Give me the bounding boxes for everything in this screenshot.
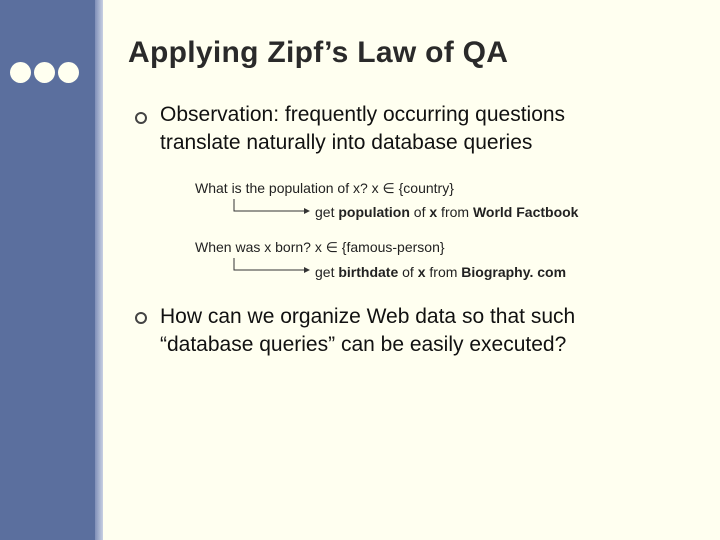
decorative-dots	[10, 62, 79, 83]
bullet-ring-icon	[134, 311, 148, 325]
answer-middle: of	[409, 204, 430, 220]
dot-icon	[58, 62, 79, 83]
answer-from: from	[425, 264, 462, 280]
answer-source: Biography. com	[461, 264, 567, 280]
bullet-2	[160, 303, 700, 359]
dot-icon	[34, 62, 55, 83]
sidebar-edge	[95, 0, 103, 540]
answer-prefix: get	[315, 264, 339, 280]
example-1-question: What is the population of x? x ∈ {country}	[195, 180, 454, 196]
answer-variable: x	[429, 204, 438, 220]
answer-from: from	[437, 204, 473, 220]
bullet-ring-icon	[134, 111, 148, 125]
bullet-2-line-2: “database queries” can be easily executed?	[160, 333, 567, 356]
answer-prefix: get	[315, 204, 339, 220]
bullet-2-line-1: How can we organize Web data so that such	[160, 305, 576, 328]
answer-middle: of	[398, 264, 418, 280]
answer-attribute: birthdate	[338, 264, 399, 280]
bullet-1	[160, 101, 700, 157]
answer-attribute: population	[338, 204, 410, 220]
example-1-answer	[315, 204, 578, 220]
bullet-1-line-2: translate naturally into database queries	[160, 131, 533, 154]
bullet-1-line-1: Observation: frequently occurring questions	[160, 103, 566, 126]
answer-variable: x	[417, 264, 426, 280]
slide-title: Applying Zipf’s Law of QA	[128, 36, 509, 69]
example-2-question: When was x born? x ∈ {famous-person}	[195, 239, 445, 255]
arrow-icon	[230, 198, 312, 216]
arrow-icon	[230, 257, 312, 275]
answer-source: World Factbook	[472, 204, 579, 220]
dot-icon	[10, 62, 31, 83]
example-2-answer	[315, 264, 566, 280]
